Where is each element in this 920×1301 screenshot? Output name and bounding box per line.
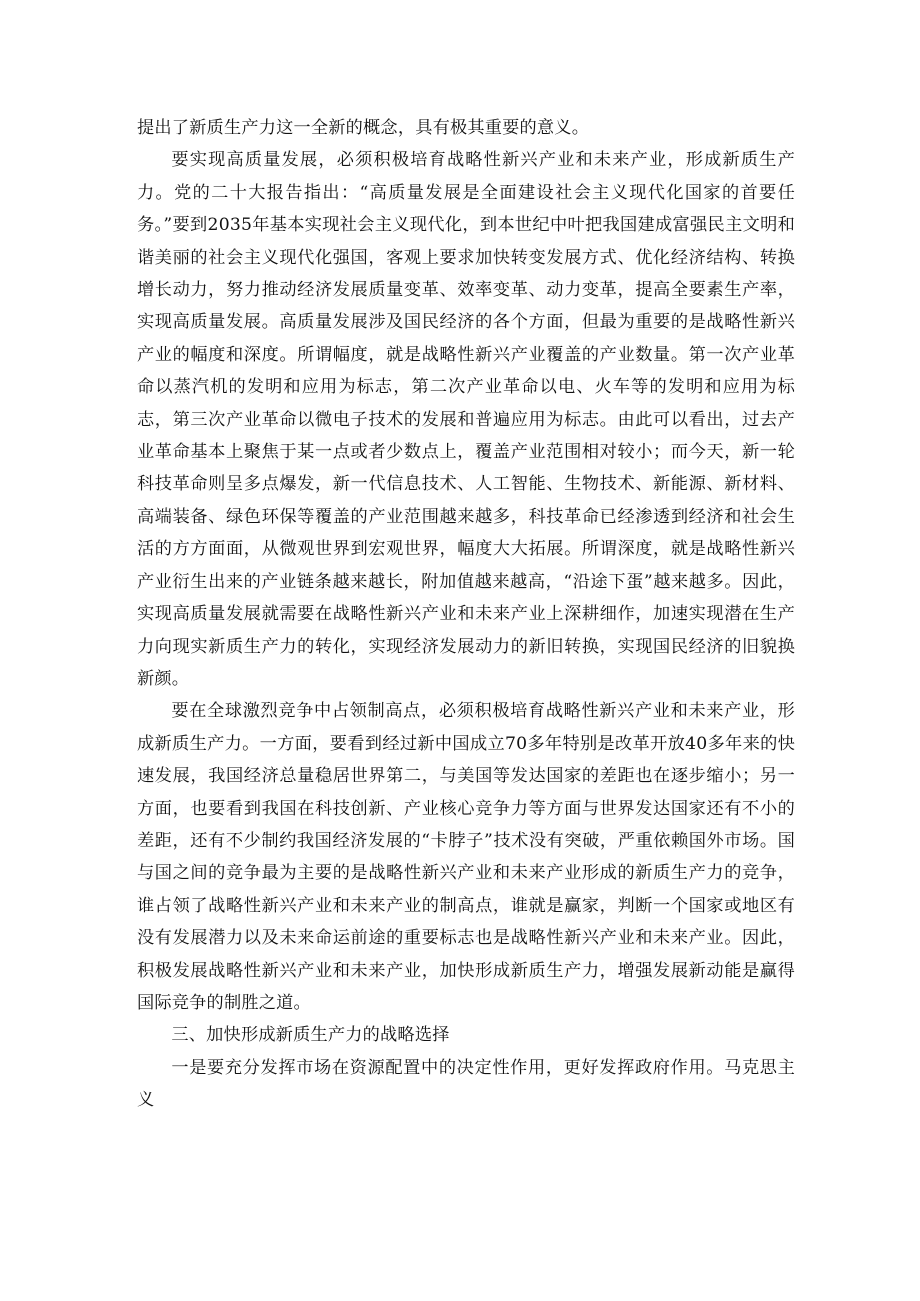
section-heading: 三、加快形成新质生产力的战略选择 [171,1025,450,1046]
paragraph-2: 要实现高质量发展，必须积极培育战略性新兴产业和未来产业，形成新质生产力。党的二十大报告指出：“高质量发展是全面建设社会主义现代化国家的首要任务。”要到2035年基本实现社会主义现代化，到本世纪中叶把我国建成富强民主文明和谐美丽的社会主义现代化强国，客观上要求加快转变发展方式、优化经济结构、转换增长动力，努力推动经济发展质量变革、效率变革、动力变革，提高全要素生产率，实现高质量发展。高质量发展涉及国民经济的各个方面，但最为重要的是战略性新兴产业的幅度和深度。所谓幅度，就是战略性新兴产业覆盖的产业数量。第一次产业革命以蒸汽机的发明和应用为标志，第二次产业革命以电、火车等的发明和应用为标志，第三次产业革命以微电子技术的发展和普遍应用为标志。由此可以看出，过去产业革命基本上聚焦于某一点或者少数点上，覆盖产业范围相对较小；而今天，新一轮科技革命则呈多点爆发，新一代信息技术、人工智能、生物技术、新能源、新材料、高端装备、绿色环保等覆盖的产业范围越来越多，科技革命已经渗透到经济和社会生活的方方面面，从微观世界到宏观世界，幅度大大拓展。所谓深度，就是战略性新兴产业衍生出来的产业链条越来越长，附加值越来越高，“沿途下蛋”越来越多。因此，实现高质量发展就需要在战略性新兴产业和未来产业上深耕细作，加速实现潜在生产力向现实新质生产力的转化，实现经济发展动力的新旧转换，实现国民经济的旧貌换新颜。 [137,150,795,689]
document-page [137,112,795,1117]
paragraph-3: 要在全球激烈竞争中占领制高点，必须积极培育战略性新兴产业和未来产业，形成新质生产力。一方面，要看到经过新中国成立70多年特别是改革开放40多年来的快速发展，我国经济总量稳居世界第二，与美国等发达国家的差距也在逐步缩小；另一方面，也要看到我国在科技创新、产业核心竞争力等方面与世界发达国家还有不小的差距，还有不少制约我国经济发展的“卡脖子”技术没有突破，严重依赖国外市场。国与国之间的竞争最为主要的是战略性新兴产业和未来产业形成的新质生产力的竞争，谁占领了战略性新兴产业和未来产业的制高点，谁就是赢家，判断一个国家或地区有没有发展潜力以及未来命运前途的重要标志也是战略性新兴产业和未来产业。因此，积极发展战略性新兴产业和未来产业，加快形成新质生产力，增强发展新动能是赢得国际竞争的制胜之道。 [137,701,795,1013]
paragraph-4: 一是要充分发挥市场在资源配置中的决定性作用，更好发挥政府作用。马克思主义 [137,1057,795,1111]
paragraph-1: 提出了新质生产力这一全新的概念，具有极其重要的意义。 [137,118,590,138]
